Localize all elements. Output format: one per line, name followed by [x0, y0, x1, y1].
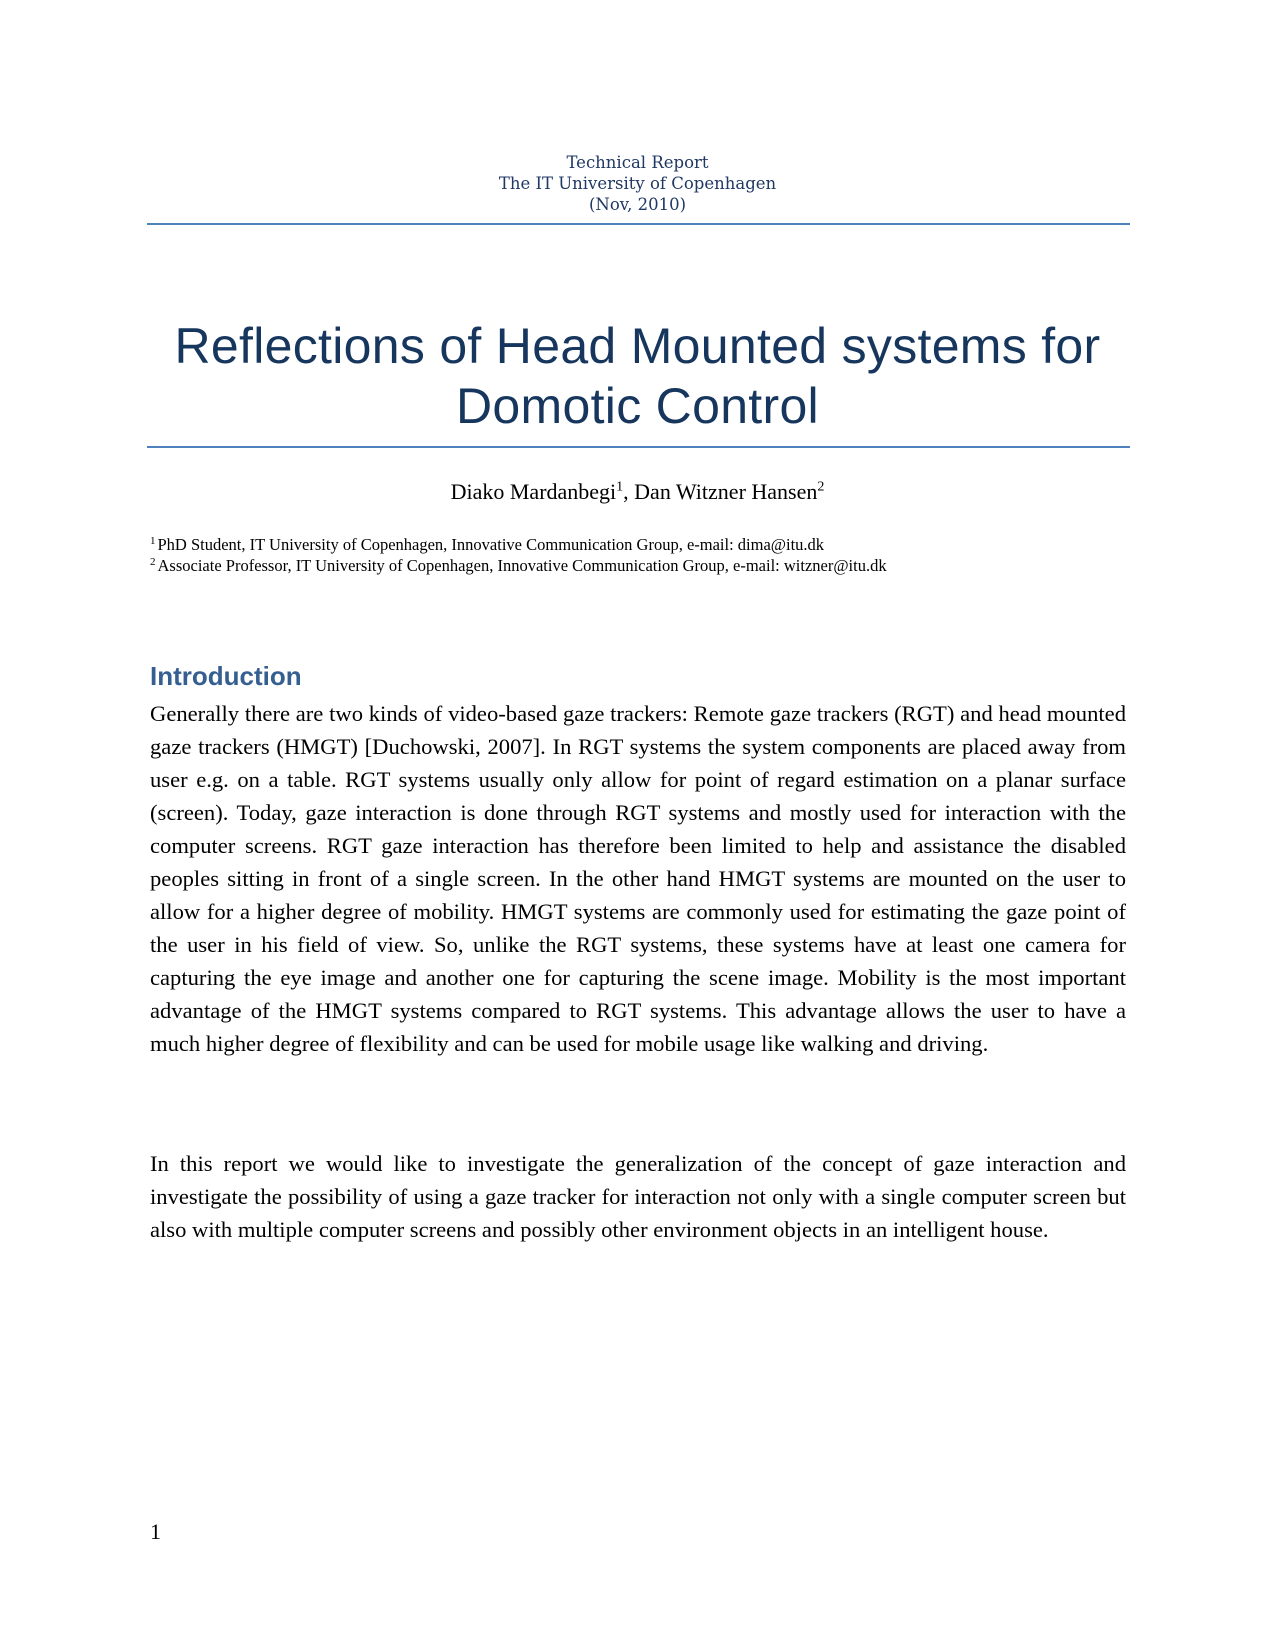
affiliation-item — [150, 555, 1140, 576]
header-divider — [147, 223, 1130, 225]
page-number: 1 — [150, 1519, 161, 1544]
body-paragraph: In this report we would like to investigate the generalization of the concept of gaze interaction and investigate the possibility of using a gaze tracker for interaction not only with a single computer screen but also with multiple computer screens and possibly other environment objects in an intelligent house. — [150, 1151, 1126, 1242]
author-name: Diako Mardanbegi — [450, 479, 617, 504]
body-paragraph: Generally there are two kinds of video-based gaze trackers: Remote gaze trackers (RGT) and head mounted gaze trackers (HMGT) [Duchowski, 2007]. In RGT systems the system components are placed away from user e.g. on a table. RGT systems usually only allow for point of regard estimation on a planar surface (screen). Today, gaze interaction is done through RGT systems and mostly used for interaction with the computer screens. RGT gaze interaction has therefore been limited to help and assistance the disabled peoples sitting in front of a single screen. In the other hand HMGT systems are mounted on the user to allow for a higher degree of mobility. HMGT systems are commonly used for estimating the gaze point of the user in his field of view. So, unlike the RGT systems, these systems have at least one camera for capturing the eye image and another one for capturing the scene image. Mobility is the most important advantage of the HMGT systems compared to RGT systems. This advantage allows the user to have a much higher degree of flexibility and can be used for mobile usage like walking and driving. — [150, 701, 1126, 1056]
affiliation-mark: 2 — [150, 555, 156, 568]
affiliation-mark: 1 — [150, 534, 156, 547]
title-line-1: Reflections of Head Mounted systems for — [174, 318, 1101, 374]
title-line-2: Domotic Control — [456, 378, 819, 434]
author-affiliation-mark: 2 — [817, 479, 825, 495]
report-header — [0, 152, 1275, 215]
header-report-type: Technical Report — [566, 153, 709, 172]
affiliation-list — [150, 534, 1140, 576]
author-separator: , — [623, 479, 635, 504]
header-institution: The IT University of Copenhagen — [498, 174, 777, 193]
author-name: Dan Witzner Hansen — [634, 479, 818, 504]
affiliation-text: PhD Student, IT University of Copenhagen, Innovative Communication Group, e-mail: dima@itu.dk — [157, 535, 825, 554]
affiliation-item — [150, 534, 1140, 555]
author-list — [0, 478, 1275, 506]
title-divider — [147, 446, 1130, 448]
header-date: (Nov, 2010) — [588, 195, 687, 214]
section-heading: Introduction — [150, 661, 302, 691]
document-title — [130, 316, 1145, 436]
affiliation-text: Associate Professor, IT University of Copenhagen, Innovative Communication Group, e-mail: witzner@itu.dk — [157, 556, 887, 575]
author-affiliation-mark: 1 — [616, 479, 624, 495]
